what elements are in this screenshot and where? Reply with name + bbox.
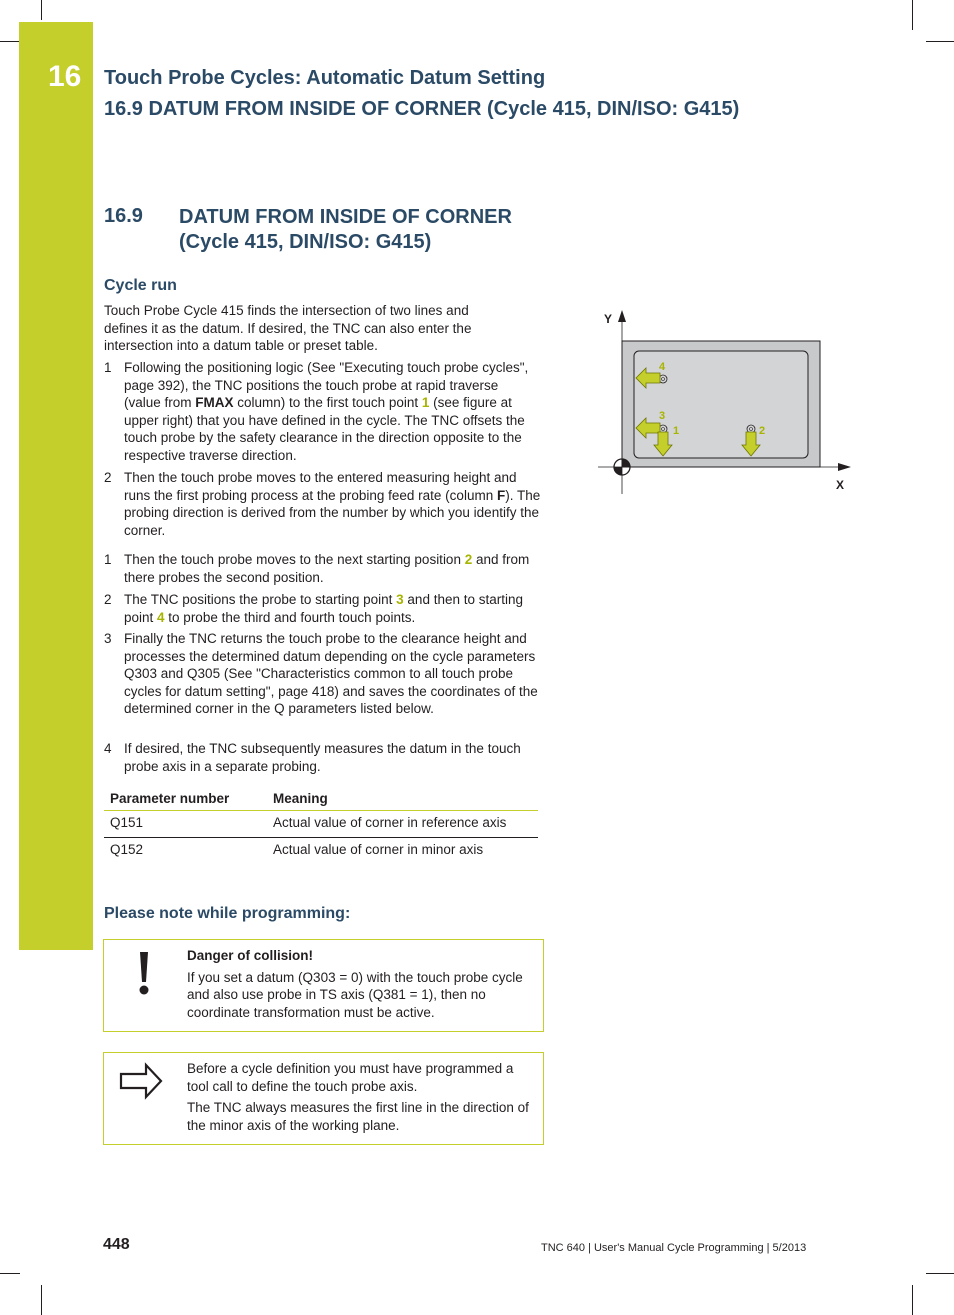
crop-mark [912,1285,913,1315]
point-ref: 3 [396,592,404,607]
chapter-number: 16 [48,60,82,93]
list-item-number: 3 [104,631,112,646]
crop-mark [0,1273,20,1274]
table-cell: Actual value of corner in reference axis [267,811,538,838]
list-item-number: 4 [104,741,112,756]
running-section-title: 16.9 DATUM FROM INSIDE OF CORNER (Cycle 415, DIN/ISO: G415) [104,98,740,120]
column-header: Parameter number [104,788,267,811]
text-run: to probe the third and fourth touch points. [164,609,416,625]
list-item-number: 2 [104,592,112,607]
text-run: (see figure at upper right) that you have defined in the cycle. The TNC offsets the touch probe by the safety clearance in the direction opposite to the respective traverse direction. [124,395,525,463]
list-item-number: 1 [104,552,112,567]
crop-mark [926,41,954,42]
arrow-right-icon [104,1053,186,1144]
chapter-title: Touch Probe Cycles: Automatic Datum Setting [104,67,546,89]
text-run: Then the touch probe moves to the next starting position [124,552,465,567]
crop-mark [926,1273,954,1274]
fmax-keyword: FMAX [195,395,234,411]
cycle-run-heading: Cycle run [104,277,177,294]
text-run: column) to the first touch point [233,395,422,411]
notes-heading: Please note while programming: [104,905,351,922]
x-axis-arrow [838,463,851,471]
point-ref: 2 [464,552,473,567]
list-item-text [124,359,529,465]
page-number: 448 [103,1236,130,1253]
y-axis-arrow [618,310,626,322]
text-run: Following the positioning logic (See "Executing touch probe cycles", page 392), the TNC positions the touch probe at rapid traverse (value from [124,360,529,411]
table-row [104,837,538,863]
info-note [103,1052,544,1145]
text-run: and from there probes the second position. [124,552,530,585]
danger-note [103,939,544,1032]
point-ref: 4 [157,609,165,625]
table-cell: Actual value of corner in minor axis [273,841,484,857]
footer-text: TNC 640 | User's Manual Cycle Programming | 5/2013 [541,1242,807,1254]
table-row [104,811,538,838]
point-ref: 1 [421,395,430,411]
list-item-text [124,591,529,626]
chapter-band [19,22,93,950]
list-item-text: If desired, the TNC subsequently measures the datum in the touch probe axis in a separate probing. [124,741,521,774]
point-label: 2 [759,425,766,437]
table-cell: Q151 [104,811,267,838]
section-title [179,205,559,255]
parameter-table [104,788,538,863]
list-item-text [124,551,544,586]
info-text: Before a cycle definition you must have programmed a tool call to define the touch probe axis. [187,1061,514,1094]
section-title-line2: (Cycle 415, DIN/ISO: G415) [179,231,432,253]
list-item-text [124,469,544,539]
danger-text: If you set a datum (Q303 = 0) with the touch probe cycle and also use probe in TS axis (Q381 = 1), then no coordinate transformation must be active. [187,969,523,1020]
info-text-cell [187,1060,537,1134]
text-run: The TNC positions the probe to starting point [124,592,397,607]
crop-mark [41,1285,42,1315]
point-label: 1 [673,425,680,437]
list-item-text: Finally the TNC returns the touch probe to the clearance height and processes the determined datum depending on the cycle parameters Q303 and Q305 (See "Characteristics common to all touch probe cycles for datum setting", page 418) and saves the coordinates of the determined corner in the Q parameters listed below. [124,631,538,717]
crop-mark [0,41,20,42]
point-label: 4 [659,361,666,373]
column-header: Meaning [267,788,538,811]
text-run: ). The probing direction is derived from the number by which you identify the corner. [124,487,541,538]
section-number: 16.9 [104,205,143,227]
cycle-run-intro: Touch Probe Cycle 415 finds the intersection of two lines and defines it as the datum. If desired, the TNC can also enter the intersection into a datum table or preset table. [104,303,472,354]
danger-text-cell [187,947,537,1021]
list-item-number: 1 [104,360,112,375]
f-keyword: F [496,487,506,503]
table-header-row [104,788,538,811]
crop-mark [41,0,42,20]
text-run: and then to starting point [124,592,524,625]
warning-icon [104,940,186,1031]
crop-mark [912,0,913,30]
info-text: The TNC always measures the first line in the direction of the minor axis of the working plane. [187,1100,529,1133]
x-axis-label: X [836,478,845,492]
corner-probing-figure [596,308,856,498]
point-label: 3 [659,410,666,422]
table-cell: Q152 [110,841,144,857]
text-run: Then the touch probe moves to the entered measuring height and runs the first probing process at the probing feed rate (column [124,470,517,503]
section-title-line1: DATUM FROM INSIDE OF CORNER [179,206,512,228]
danger-title: Danger of collision! [187,948,314,963]
list-item-number: 2 [104,470,112,485]
y-axis-label: Y [604,312,613,326]
